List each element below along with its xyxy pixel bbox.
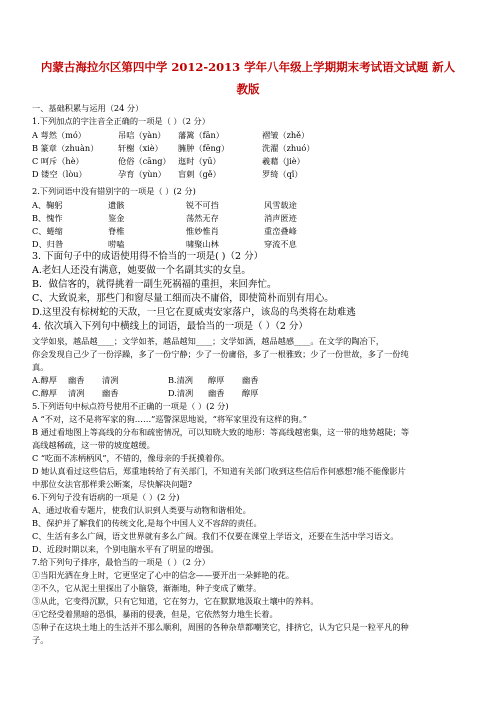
option-text: 风雪载途	[264, 200, 297, 210]
document-title-continued: 教版	[236, 82, 260, 96]
question-6-option-b: B、保护并了解我们的传统文化,是每个中国人义不容辞的责任。	[32, 518, 262, 528]
question-7-sentence-1: ①当阳光洒在身上时，它更坚定了心中的信念——要开出一朵鲜艳的花。	[32, 570, 295, 580]
option-text: 醇厚	[242, 388, 259, 398]
option-text: 盲刺（gě）	[178, 169, 221, 179]
question-7-sentence-4: ④它经受着黑暗的恐惧，暴雨的侵袭，但是，它依然努力地生长着。	[32, 609, 278, 619]
question-2-option-a	[32, 200, 297, 210]
question-5-option-a: A “不对，这不是将军家的狗……”巡警深思地说，“将军家里没有这样的狗。”	[32, 414, 307, 424]
question-6-option-d: D、近段时期以来，个别电脑水平有了明显的增强。	[32, 544, 219, 554]
option-text: 孕育（yùn）	[118, 169, 166, 179]
option-text: 伧俗（cāng）	[118, 156, 171, 166]
question-2-stem: 2.下列词语中没有错别字的一项是（ ）(2 分)	[32, 186, 196, 196]
option-text: 穿流不息	[264, 239, 297, 249]
option-text: D、归昝	[32, 239, 64, 249]
option-text: 清冽	[102, 375, 119, 385]
question-4-stem: 4. 依次填入下列句中横线上的词语，最恰当的一项是（ ）（2 分）	[32, 321, 308, 332]
question-7-stem: 7.给下列句子排序，最恰当的一项是（ ）（2 分）	[32, 557, 210, 567]
question-2-option-c	[32, 226, 297, 236]
question-5-option-b-cont: 高线越稀疏，这一带的坡度越缓。	[32, 440, 155, 450]
option-text: 消声匿迹	[264, 213, 297, 223]
question-4-passage: 你会发现自己少了一份浮躁，多了一份宁静；少了一份庸俗，多了一根雅致；少了一份世故，多了一份纯	[32, 349, 409, 359]
question-7-sentence-2: ②不久，它从泥土里探出了小脑袋，渐渐地，种子变成了嫩芽。	[32, 583, 262, 593]
question-7-sentence-3: ③从此，它变得沉默，只有它知道，它在努力，它在默默地汲取土壤中的养料。	[32, 596, 319, 606]
option-text: 藩篱（fān）	[178, 130, 224, 140]
option-text: 洗濯（zhuó）	[262, 143, 315, 153]
question-3-option-a: A.老妇人还没有满意，她要做一个名副其实的女皇。	[32, 265, 251, 276]
question-1-stem: 1.下列加点的字注音全正确的一项是（ ）（2 分）	[32, 116, 210, 126]
option-text: C、蜷缩	[32, 226, 63, 236]
option-text: 迤时（yū）	[178, 156, 221, 166]
question-1-option-c	[32, 156, 305, 166]
option-text: D 镂空（lòu）	[32, 169, 87, 179]
option-text: C 呵斥（hè）	[32, 156, 84, 166]
question-1-option-d	[32, 169, 303, 179]
section-heading: 一、基础积累与运用（24 分）	[32, 103, 144, 113]
question-5-stem: 5.下列语句中标点符号使用不正确的一项是（ ）(2 分)	[32, 401, 229, 411]
option-text: 惟妙惟肖	[186, 226, 219, 236]
option-text: 吊唁（yàn）	[118, 130, 166, 140]
option-text: 遗骸	[108, 200, 125, 210]
question-1-option-b	[32, 143, 315, 153]
option-text: B.清冽	[168, 375, 193, 385]
question-3-option-b: B．做信客的，就得挑着一副生死祸福的重担，来回奔忙。	[32, 279, 277, 290]
option-text: 清冽	[68, 388, 85, 398]
option-text: A、鞠躬	[32, 200, 63, 210]
option-text: A 萼然（mó）	[32, 130, 86, 140]
question-5-option-d: D 她认真看过这些信后，郑重地转给了有关部门，不知道有关部门收到这些信后作何感想?能不能像影片	[32, 466, 406, 476]
option-text: A.醇厚	[32, 375, 57, 385]
option-text: 臃肿（fēng）	[178, 143, 230, 153]
question-2-option-b	[32, 213, 297, 223]
option-text: 羲藉（jiè）	[262, 156, 305, 166]
option-text: C.醇厚	[32, 388, 57, 398]
option-text: 重峦叠峰	[264, 226, 297, 236]
option-text: 锐不可挡	[186, 200, 219, 210]
question-5-option-c: C “吃面不冻柄柄风”，不错的，像母亲的手抚摸着你。	[32, 453, 230, 463]
question-4-passage: 真。	[32, 362, 49, 372]
question-3-option-d: D.这里没有棕树蛇的天敌，一旦它在夏威夷安家落户，该岛的鸟类将在劫难逃	[32, 307, 356, 318]
question-7-sentence-5: ⑤种子在这块土地上的生活并不那么顺利，周围的各种杂草都嘲笑它，排挤它，认为它只是一粒平凡的种	[32, 622, 409, 632]
question-2-option-d	[32, 239, 297, 249]
question-6-stem: 6.下列句子没有语病的一项是（ ）(2 分)	[32, 492, 180, 502]
option-text: 脊椎	[108, 226, 125, 236]
option-text: 褶皱（zhě）	[262, 130, 310, 140]
question-6-option-a: A、通过收看专题片，使我们认识到人类要与动物和谐相处。	[32, 505, 251, 515]
document-title: 内蒙古海拉尔区第四中学 2012-2013 学年八年级上学期期末考试语文试题 新人	[40, 60, 456, 74]
question-3-stem: 3. 下面句子中的成语使用得不恰当的一项是( )（2 分）	[32, 251, 264, 262]
option-text: D.清冽	[168, 388, 194, 398]
question-4-passage: 文学如泉，越品越____；文学如茶，越品越知____；文学如酒，越品越感____。在文学的陶冶下，	[32, 336, 385, 346]
option-text: 醇厚	[208, 375, 225, 385]
question-7-sentence-5-cont: 子。	[32, 635, 49, 645]
option-text: 荡然无存	[186, 213, 219, 223]
option-text: 幽香	[208, 388, 225, 398]
option-text: B 篆章（zhuàn）	[32, 143, 99, 153]
option-text: 唠嗑	[108, 239, 125, 249]
option-text: 幽香	[68, 375, 85, 385]
option-text: 幽香	[242, 375, 259, 385]
option-text: 轩榭（xiè）	[118, 143, 163, 153]
option-text: 啸聚山林	[186, 239, 219, 249]
option-text: B、愧怍	[32, 213, 63, 223]
option-text: 幽香	[102, 388, 119, 398]
question-5-option-d-cont: 中那位女法官那样秉公断案，尽快解决问题?	[32, 479, 192, 489]
question-4-options-ab	[32, 375, 258, 385]
question-4-options-cd	[32, 388, 258, 398]
question-5-option-b: B 通过看地图上等高线的分布和疏密情况，可以知晓大致的地形：等高线越密集，这一带的地势越陡；等	[32, 427, 410, 437]
option-text: 罗绮（qǐ）	[262, 169, 303, 179]
question-3-option-c: C、大致说来，那些门和窗尽量工细而决不庸俗，即使简朴而别有用心。	[32, 293, 334, 304]
question-6-option-c: C、生活有多么广阔，语文世界就有多么广阔。我们不仅要在课堂上学语文，还要在生活中学习语文。	[32, 531, 399, 541]
question-1-option-a	[32, 130, 309, 140]
option-text: 鉴金	[108, 213, 125, 223]
